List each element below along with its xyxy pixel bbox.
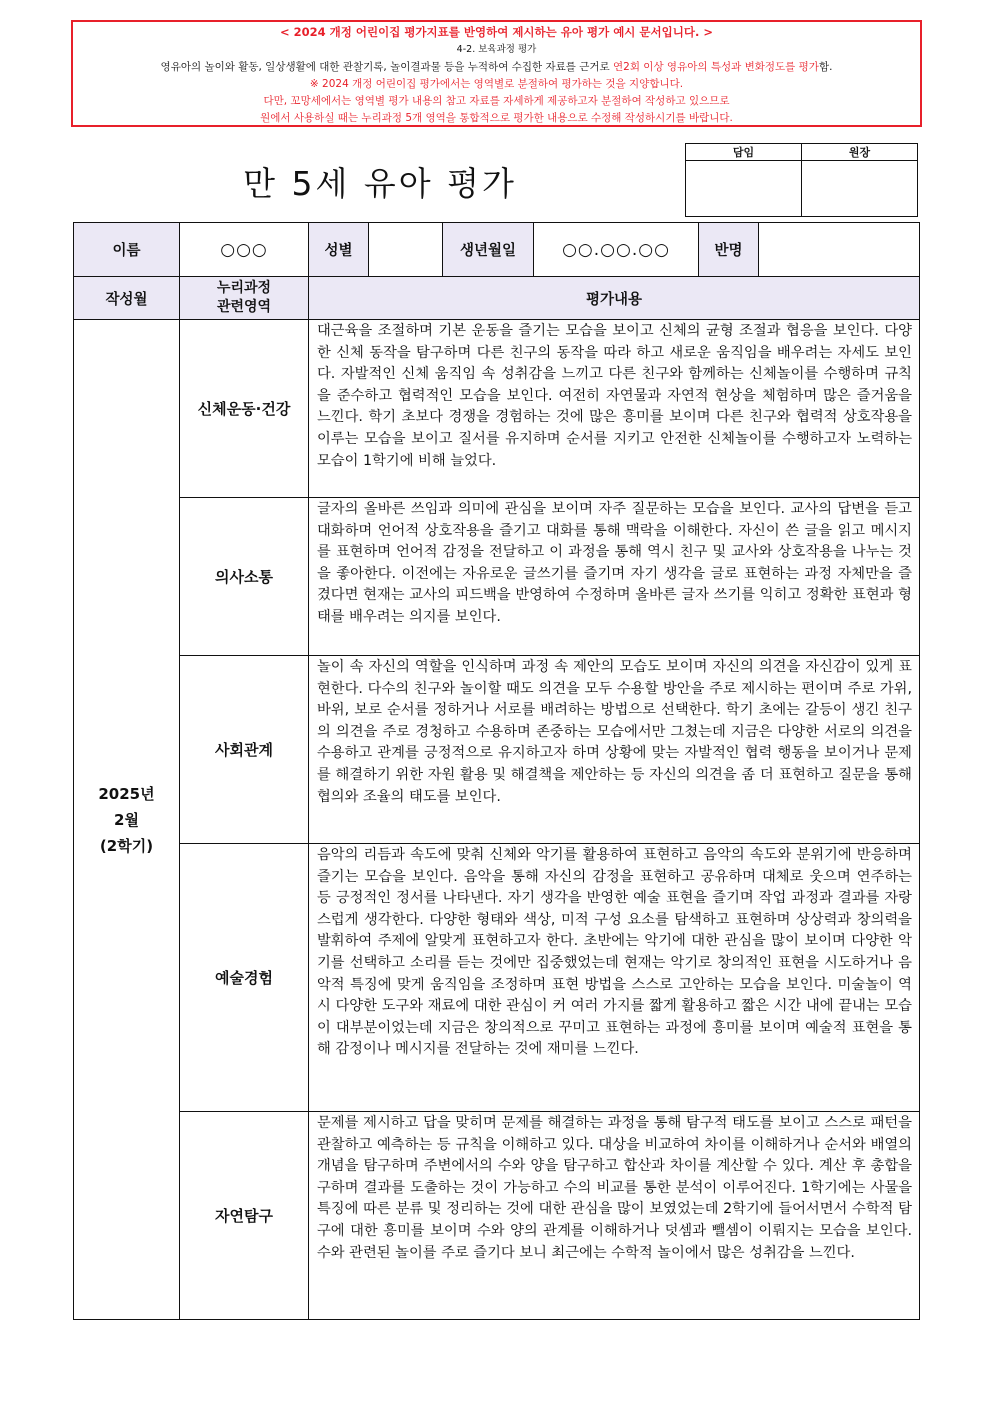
notice-line-2 <box>73 59 920 76</box>
area-row <box>74 498 920 656</box>
approval-box <box>685 143 918 217</box>
area-name: 예술경험 <box>180 844 309 1112</box>
area-evaluation-text[interactable]: 문제를 제시하고 답을 맞히며 문제를 해결하는 과정을 통해 탐구적 태도를 보이고 스스로 패턴을 관찰하고 예측하는 등 규칙을 이해하고 있다. 대상을 비교하여 차이를 이해하거나 순서와 배열의 개념을 탐구하며 주변에서의 수와 양을 탐구하고 합산과 차이를 계산할 수 있다. 계산 후 총합을 구하며 결과를 도출하는 것이 가능하고 수의 비교를 통한 분석이 이루어진다. 1학기에는 사물을 특징에 따른 분류 및 정리하는 것에 대한 관심을 많이 보였었는데 2학기에 들어서면서 수학적 탐구에 대한 흥미를 보이며 수와 양의 관계를 이해하거나 덧셈과 뺄셈이 이뤄지는 모습을 보인다. 수와 관련된 놀이를 주로 즐기다 보니 최근에는 수학적 놀이에서 많은 성취감을 느낀다. <box>309 1112 920 1320</box>
class-value[interactable] <box>759 223 920 277</box>
period-month: 2월 <box>114 810 139 829</box>
period-year: 2025년 <box>98 784 155 803</box>
content-header: 평가내용 <box>309 277 920 320</box>
guidance-notice <box>71 20 922 127</box>
area-evaluation-text[interactable]: 놀이 속 자신의 역할을 인식하며 과정 속 제안의 모습도 보이며 자신의 의견을 자신감이 있게 표현한다. 다수의 친구와 놀이할 때도 의견을 모두 수용할 방안을 주로 제시하는 편이며 주로 가위, 바위, 보로 순서를 정하거나 서로를 배려하는 방법으로 선택한다. 학기 초에는 갈등이 생긴 친구의 의견을 주로 경청하고 수용하며 존중하는 모습에서만 그쳤는데 지금은 다양한 서로의 의견을 수용하고 관계를 긍정적으로 유지하고자 하며 상황에 맞는 자발적인 협력 행동을 보이거나 문제를 해결하기 위한 자원 활용 및 해결책을 제안하는 등 자신의 의견을 좀 더 표현하고 질문을 통해 협의와 조율의 태도를 보인다. <box>309 656 920 844</box>
area-name: 의사소통 <box>180 498 309 656</box>
area-row <box>74 656 920 844</box>
area-name: 신체운동·건강 <box>180 320 309 498</box>
evaluation-period <box>74 320 180 1320</box>
area-evaluation-text[interactable]: 대근육을 조절하며 기본 운동을 즐기는 모습을 보이고 신체의 균형 조절과 협응을 보인다. 다양한 신체 동작을 탐구하며 다른 친구의 동작을 따라 하고 새로운 움직임을 배우려는 자세도 보인다. 자발적인 신체 움직임 속 성취감을 느끼고 다른 친구와 함께하는 신체놀이를 수행하며 규칙을 준수하고 협력적인 모습을 보인다. 여전히 자연물과 자연적 현상을 체험하며 많은 즐거움을 느낀다. 학기 초보다 경쟁을 경험하는 것에 많은 흥미를 보이며 다른 친구와 협력적 상호작용을 이루는 모습을 보이고 질서를 유지하며 순서를 지키고 안전한 신체놀이를 수행하고자 노력하는 모습이 1학기에 비해 늘었다. <box>309 320 920 498</box>
info-row <box>74 223 920 277</box>
approval-director-sign[interactable] <box>802 161 918 217</box>
notice-line-5: 원에서 사용하실 때는 누리과정 5개 영역을 통합적으로 평가한 내용으로 수정해 작성하시기를 바랍니다. <box>260 112 733 125</box>
notice-line-2-a: 영유아의 놀이와 활동, 일상생활에 대한 관찰기록, 놀이결과물 등을 누적하여 수집한 자료를 근거로 <box>160 60 613 73</box>
period-term: (2학기) <box>99 836 154 855</box>
area-row <box>74 320 920 498</box>
area-row <box>74 1112 920 1320</box>
name-label: 이름 <box>74 223 180 277</box>
header-row <box>74 277 920 320</box>
birth-value[interactable]: ○○.○○.○○ <box>534 223 699 277</box>
area-evaluation-text[interactable]: 음악의 리듬과 속도에 맞춰 신체와 악기를 활용하여 표현하고 음악의 속도와 분위기에 반응하며 즐기는 모습을 보인다. 음악을 통해 자신의 감정을 표현하고 공유하며 대체로 웃으며 연주하는 등 긍정적인 정서를 나타낸다. 자기 생각을 반영한 예술 표현을 즐기며 작업 과정과 결과를 자랑스럽게 생각한다. 다양한 형태와 색상, 미적 구성 요소를 탐색하고 표현하며 상상력과 창의력을 발휘하여 주제에 알맞게 표현하고자 한다. 초반에는 악기에 대한 관심을 많이 보이며 다양한 악기를 선택하고 소리를 듣는 것에만 집중했었는데 현재는 악기로 창의적인 표현을 시도하거나 음악적 특징에 맞게 움직임을 조정하며 표현 방법을 스스로 고안하는 모습을 보인다. 미술놀이 역시 다양한 도구와 재료에 대한 관심이 커 여러 가지를 짧게 활용하고 짧은 시간 내에 끝내는 모습이 대부분이었는데 지금은 창의적으로 꾸미고 표현하는 과정에 흥미를 보이며 예술적 표현을 통해 감정이나 메시지를 전달하는 것에 재미를 느낀다. <box>309 844 920 1112</box>
gender-label: 성별 <box>309 223 369 277</box>
area-row <box>74 844 920 1112</box>
area-name: 사회관계 <box>180 656 309 844</box>
approval-director-label: 원장 <box>802 144 918 161</box>
notice-title: < 2024 개정 어린이집 평가지표를 반영하여 제시하는 유아 평가 예시 문서입니다. > <box>280 25 713 39</box>
area-header: 누리과정 관련영역 <box>180 277 309 320</box>
name-value[interactable]: ○○○ <box>180 223 309 277</box>
class-label: 반명 <box>699 223 759 277</box>
approval-teacher-sign[interactable] <box>686 161 802 217</box>
area-evaluation-text[interactable]: 글자의 올바른 쓰임과 의미에 관심을 보이며 자주 질문하는 모습을 보인다. 교사의 답변을 듣고 대화하며 언어적 상호작용을 즐기고 대화를 통해 맥락을 이해한다. 자신이 쓴 글을 읽고 메시지를 표현하며 언어적 감정을 전달하고 이 과정을 통해 역시 친구 및 교사와 상호작용을 나누는 것을 좋아한다. 이전에는 자유로운 글쓰기를 즐기며 자기 생각을 글로 표현하는 과정 자체만을 즐겼다면 현재는 교사의 피드백을 반영하여 수정하며 올바른 글자 쓰기를 익히고 정확한 표현과 형태를 배우려는 의지를 보인다. <box>309 498 920 656</box>
birth-label: 생년월일 <box>443 223 534 277</box>
month-header: 작성월 <box>74 277 180 320</box>
page-title: 만 5세 유아 평가 <box>243 164 517 203</box>
notice-line-2-highlight: 연2회 이상 영유아의 특성과 변화정도를 평가 <box>613 60 819 73</box>
area-name: 자연탐구 <box>180 1112 309 1320</box>
notice-line-4: 다만, 꼬망세에서는 영역별 평가 내용의 참고 자료를 자세하게 제공하고자 분절하여 작성하고 있으므로 <box>263 95 730 108</box>
notice-line-2-c: 함. <box>818 60 833 73</box>
approval-teacher-label: 담임 <box>686 144 802 161</box>
notice-line-3: ※ 2024 개정 어린이집 평가에서는 영역별로 분절하여 평가하는 것을 지양합니다. <box>309 77 684 90</box>
evaluation-table <box>73 222 920 1320</box>
gender-value[interactable] <box>369 223 443 277</box>
notice-subtitle: 4-2. 보육과정 평가 <box>456 44 537 56</box>
